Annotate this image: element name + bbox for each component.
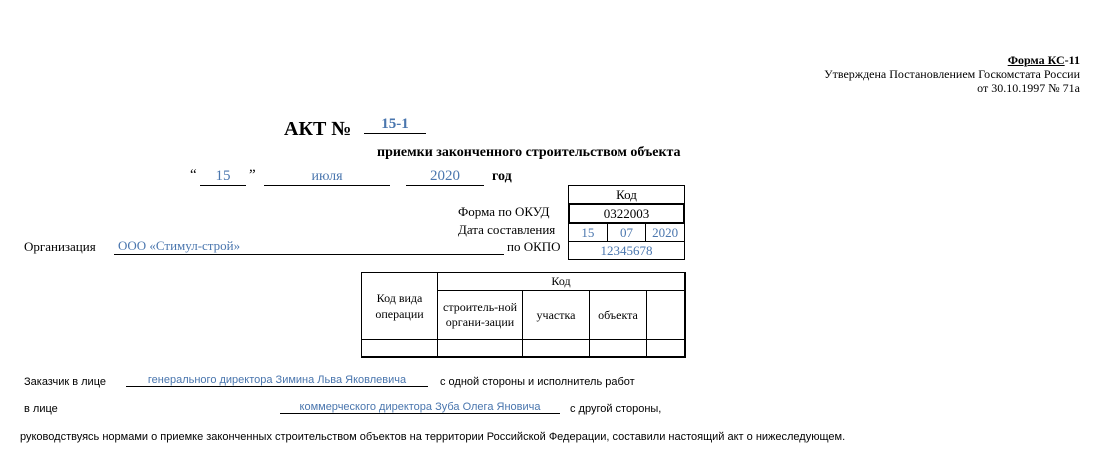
compile-date-day: 15 xyxy=(569,224,608,241)
table-cell xyxy=(362,340,438,358)
okpo-value: 12345678 xyxy=(569,242,684,260)
compile-date xyxy=(569,224,684,242)
client-tail: с одной стороны и исполнитель работ xyxy=(440,376,635,388)
contractor-label: в лице xyxy=(24,403,58,415)
operation-code-table xyxy=(361,272,686,358)
col-object: объекта xyxy=(590,291,647,340)
act-year: 2020 xyxy=(406,168,484,186)
act-month: июля xyxy=(264,169,390,186)
act-day: 15 xyxy=(200,168,246,186)
approval-line: Утверждена Постановлением Госкомстата России xyxy=(824,67,1080,81)
act-subtitle: приемки законченного строительством объекта xyxy=(377,145,681,160)
table-cell xyxy=(647,340,686,358)
year-word: год xyxy=(492,169,512,184)
compile-date-month: 07 xyxy=(608,224,647,241)
client-value: генерального директора Зимина Льва Яковлевича xyxy=(126,374,428,387)
approval-date-line: от 30.10.1997 № 71а xyxy=(977,81,1080,95)
okud-label: Форма по ОКУД xyxy=(458,204,550,219)
okud-value: 0322003 xyxy=(568,203,685,224)
code-box xyxy=(568,185,685,260)
organization-value: ООО «Стимул-строй» xyxy=(114,238,504,255)
form-kind: Форма КС xyxy=(1007,53,1065,67)
code-header: Код xyxy=(438,273,686,291)
table-cell xyxy=(523,340,590,358)
okpo-label: по ОКПО xyxy=(507,239,561,254)
op-type-header: Код вида операции xyxy=(362,273,438,340)
form-code xyxy=(1008,53,1080,68)
contractor-value: коммерческого директора Зуба Олега Яновича xyxy=(280,401,560,414)
open-quote: “ xyxy=(190,167,197,183)
col-construction-org: строитель-ной органи-зации xyxy=(438,291,523,340)
table-cell xyxy=(438,340,523,358)
closing-statement: руководствуясь нормами о приемке законченных строительством объектов на территории Российской Федерации, составили настоящий акт о нижеследующем. xyxy=(20,431,846,443)
table-cell xyxy=(590,340,647,358)
col-empty xyxy=(647,291,686,340)
contractor-tail: с другой стороны, xyxy=(570,403,662,415)
act-title: АКТ № xyxy=(284,118,352,140)
compile-date-year: 2020 xyxy=(652,225,679,240)
code-box-header: Код xyxy=(569,186,684,204)
compile-date-label: Дата составления xyxy=(458,222,556,237)
act-number: 15-1 xyxy=(364,116,426,134)
organization-label: Организация xyxy=(24,239,96,254)
close-quote: ” xyxy=(249,167,256,183)
client-label: Заказчик в лице xyxy=(24,376,106,388)
col-site: участка xyxy=(523,291,590,340)
form-number: -11 xyxy=(1064,53,1080,67)
